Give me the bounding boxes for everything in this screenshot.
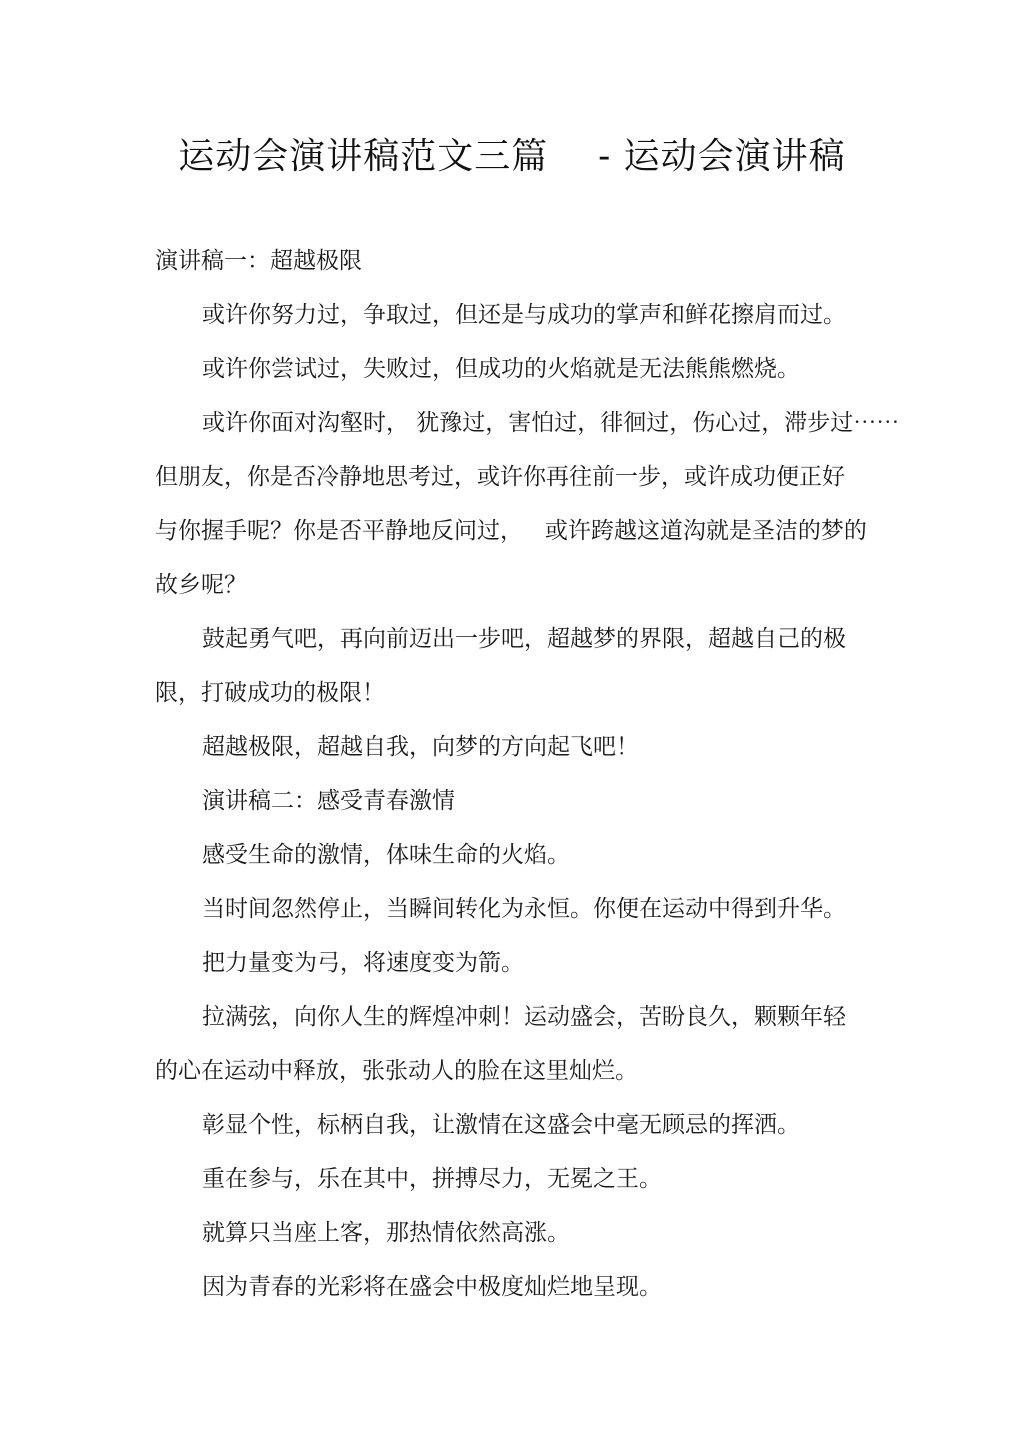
paragraph-line: 鼓起勇气吧，再向前迈出一步吧，超越梦的界限，超越自己的极 (202, 626, 846, 652)
paragraph-line: 或许你努力过，争取过，但还是与成功的掌声和鲜花擦肩而过。 (202, 302, 846, 328)
paragraph-line: 限，打破成功的极限！ (155, 680, 385, 706)
paragraph-line: 但朋友，你是否冷静地思考过，或许你再往前一步，或许成功便正好 (155, 464, 845, 490)
paragraph-line: 感受生命的激情，体味生命的火焰。 (202, 842, 570, 868)
paragraph-line: 拉满弦，向你人生的辉煌冲刺！运动盛会，苦盼良久，颗颗年轻 (202, 1004, 846, 1030)
section-heading-2: 演讲稿二：感受青春激情 (202, 788, 455, 814)
paragraph-line: 把力量变为弓，将速度变为箭。 (202, 950, 524, 976)
paragraph-line: 当时间忽然停止，当瞬间转化为永恒。你便在运动中得到升华。 (202, 896, 846, 922)
paragraph-line: 的心在运动中释放，张张动人的脸在这里灿烂。 (155, 1058, 638, 1084)
paragraph-line: 就算只当座上客，那热情依然高涨。 (202, 1220, 570, 1246)
paragraph-line: 故乡呢？ (155, 572, 247, 598)
paragraph-line: 因为青春的光彩将在盛会中极度灿烂地呈现。 (202, 1274, 662, 1300)
paragraph-line: 超越极限，超越自我，向梦的方向起飞吧！ (202, 734, 639, 760)
paragraph-line: 或许你尝试过，失败过，但成功的火焰就是无法熊熊燃烧。 (202, 356, 800, 382)
paragraph-line: 彰显个性，标柄自我，让激情在这盛会中毫无顾忌的挥洒。 (202, 1112, 800, 1138)
document-title: 运动会演讲稿范文三篇 - 运动会演讲稿 (178, 136, 846, 177)
paragraph-line: 或许你面对沟壑时， 犹豫过，害怕过，徘徊过，伤心过，滞步过⋯⋯ (202, 410, 900, 436)
paragraph-line: 重在参与，乐在其中，拼搏尽力，无冕之王。 (202, 1166, 662, 1192)
paragraph-line: 与你握手呢？你是否平静地反问过， 或许跨越这道沟就是圣洁的梦的 (155, 518, 867, 544)
section-heading-1: 演讲稿一：超越极限 (155, 248, 362, 274)
